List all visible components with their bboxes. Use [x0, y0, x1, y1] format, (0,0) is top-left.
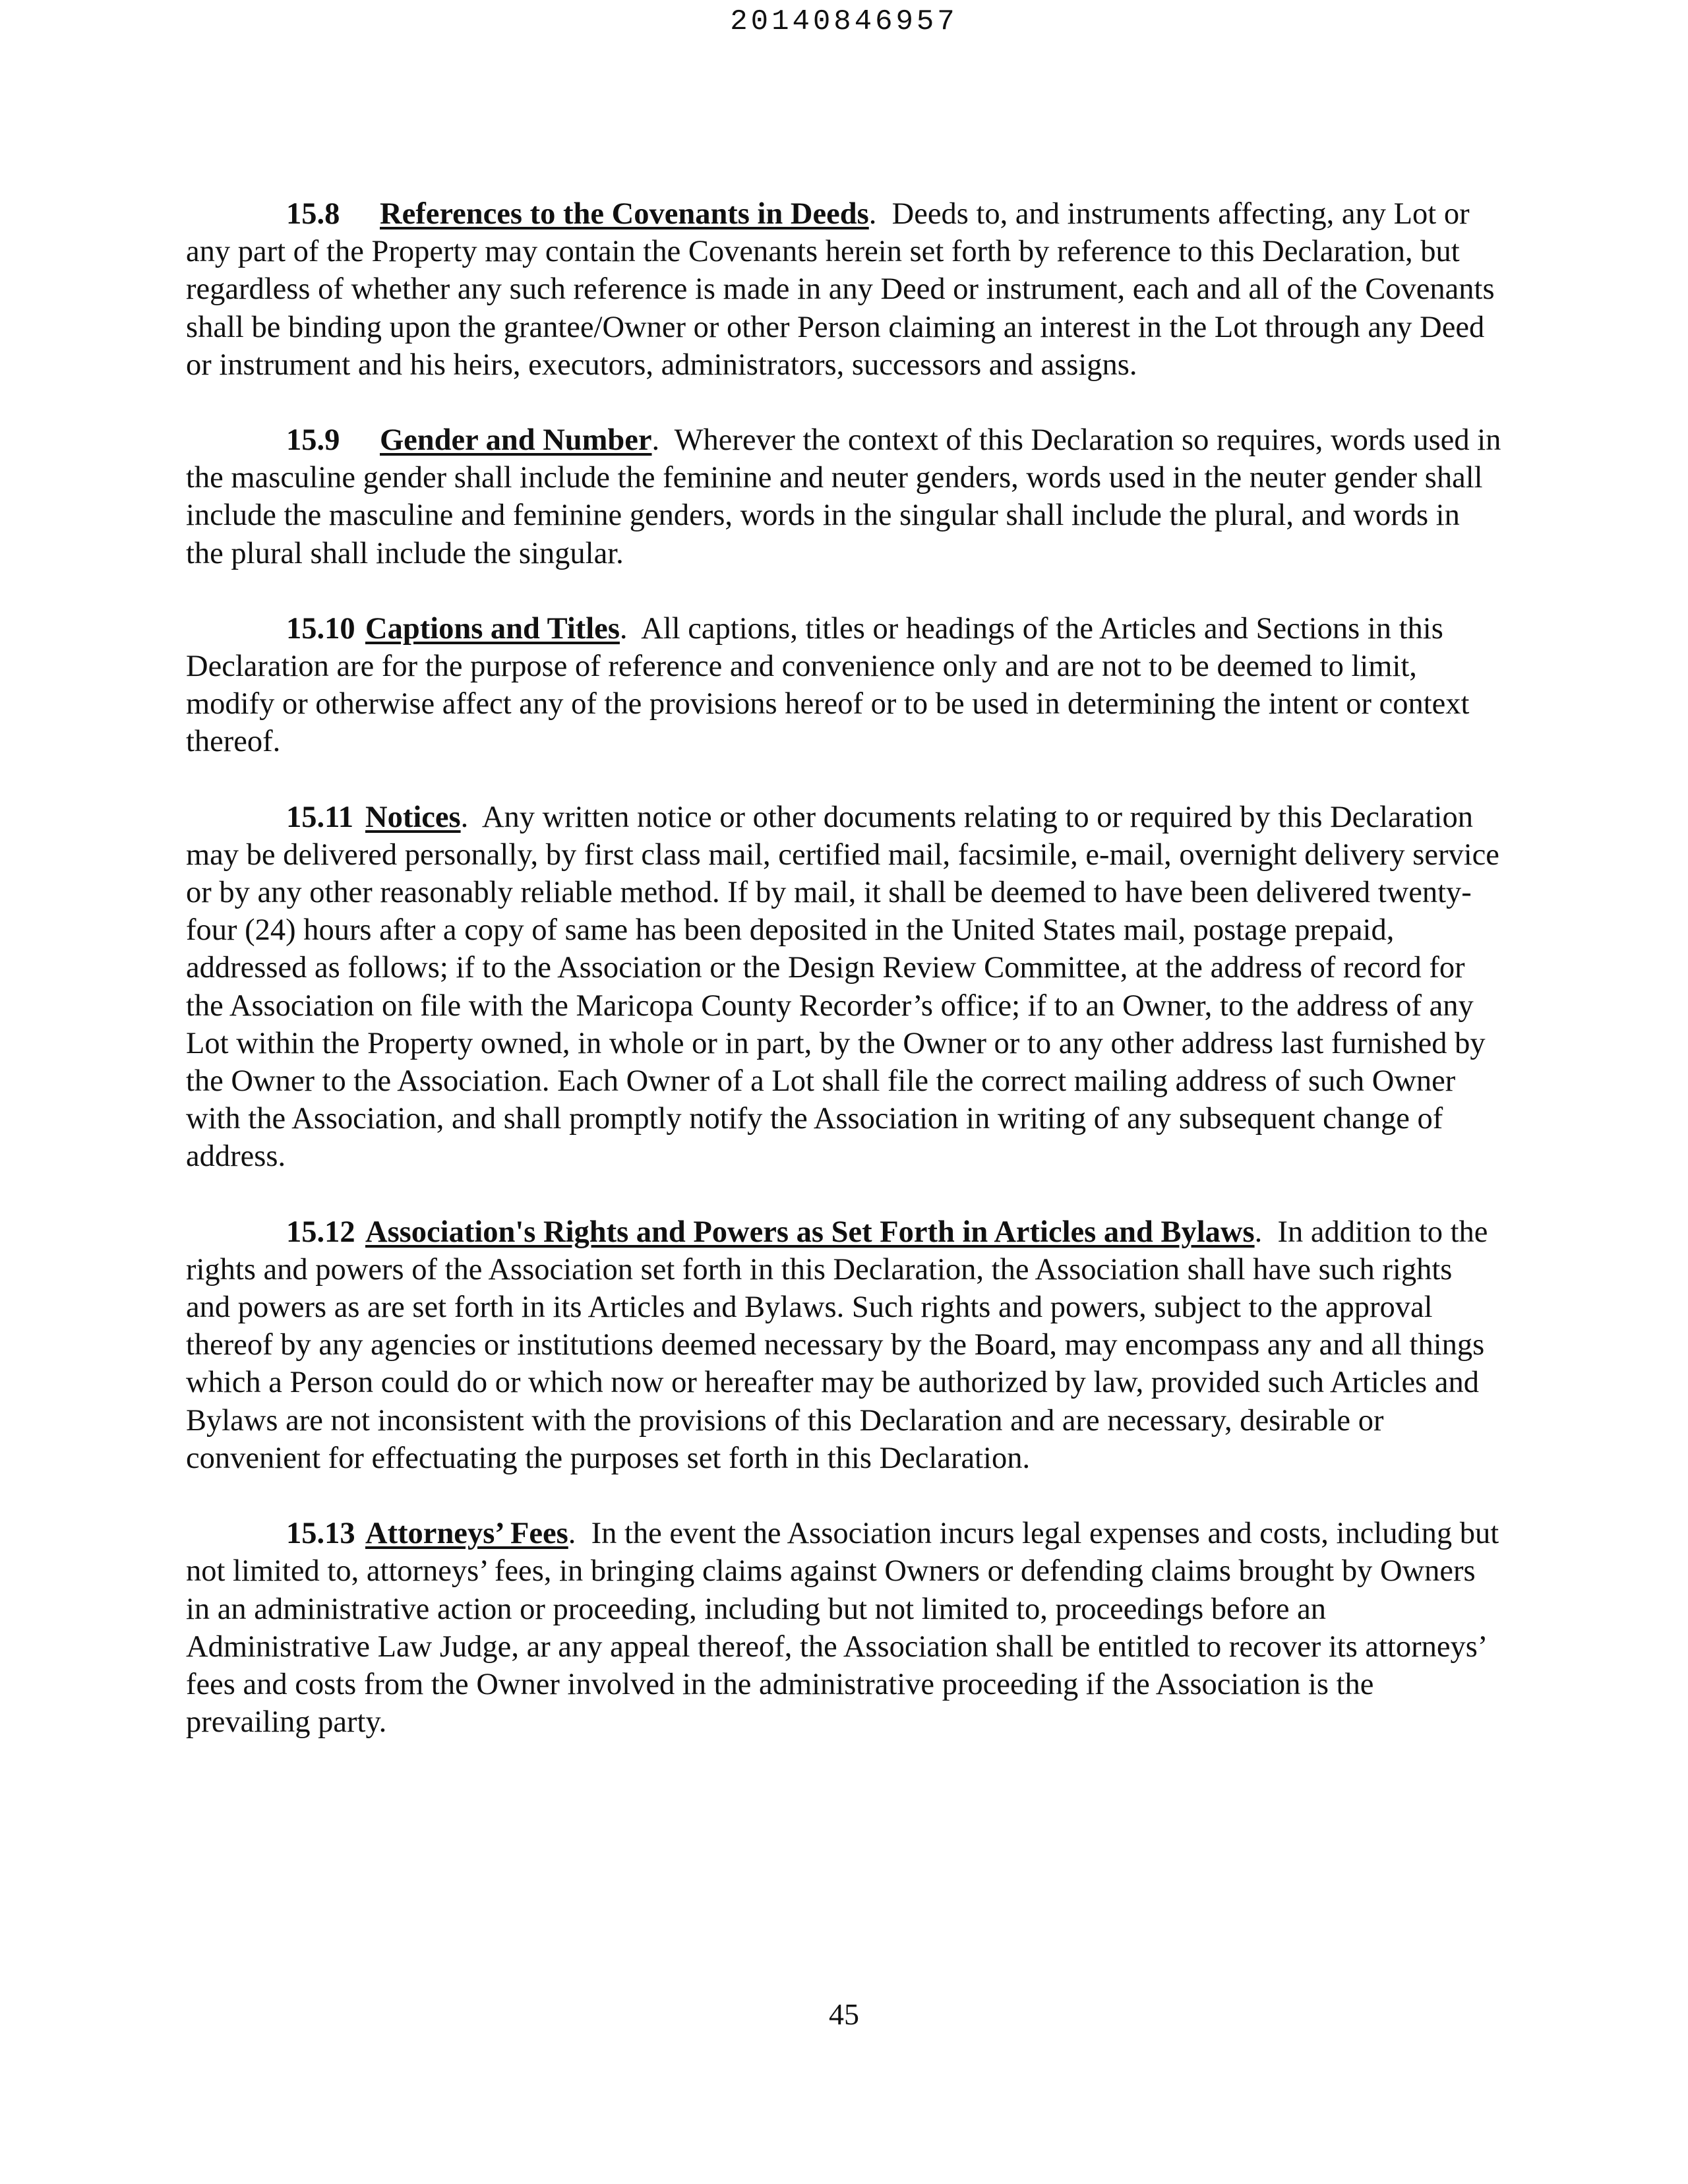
section-number: 15.10	[286, 611, 355, 646]
section-title: Notices	[365, 800, 461, 834]
section-15-12: 15.12 Association's Rights and Powers as Set Forth in Articles and Bylaws. In addition to the rights and powers of the Association set forth in this Declaration, the Association shall have such rights and powers as are set forth in its Articles and Bylaws. Such rights and powers, subject to the approval thereof by any agencies or institutions deemed necessary by the Board, may encompass any and all things which a Person could do or which now or hereafter may be authorized by law, provided such Articles and Bylaws are not inconsistent with the provisions of this Declaration and are necessary, desirable or convenient for effectuating the purposes set forth in this Declaration.	[186, 1213, 1502, 1477]
section-number: 15.13	[286, 1517, 355, 1551]
section-number: 15.9	[286, 423, 340, 458]
document-number: 20140846957	[730, 5, 958, 38]
section-number: 15.8	[286, 197, 340, 231]
page-number: 45	[829, 1997, 859, 2031]
section-15-10: 15.10 Captions and Titles. All captions, titles or headings of the Articles and Sections in this Declaration are for the purpose of reference and convenience only and are not to be deemed to limit, modify or otherwise affect any of the provisions hereof or to be used in determining the intent or context thereof.	[186, 610, 1502, 761]
section-title: Attorneys’ Fees	[365, 1517, 568, 1551]
section-text: Any written notice or other documents relating to or required by this Declaration may be delivered personally, by first class mail, certified mail, facsimile, e-mail, overnight delivery service or by any other reasonably reliable method. If by mail, it shall be deemed to have been delivered twenty-four (24) hours after a copy of same has been deposited in the United States mail, postage prepaid, addressed as follows; if to the Association or the Design Review Committee, at the address of record for the Association on file with the Maricopa County Recorder’s office; if to an Owner, to the address of any Lot within the Property owned, in whole or in part, by the Owner or to any other address last furnished by the Owner to the Association. Each Owner of a Lot shall file the correct mailing address of such Owner with the Association, and shall promptly notify the Association in writing of any subsequent change of address.	[186, 800, 1499, 1174]
section-15-9: 15.9 Gender and Number. Wherever the context of this Declaration so requires, words used in the masculine gender shall include the feminine and neuter genders, words used in the neuter gender shall include the masculine and feminine genders, words in the singular shall include the plural, and words in the plural shall include the singular.	[186, 421, 1502, 572]
section-text: Wherever the context of this Declaration so requires, words used in the masculine gender shall include the feminine and neuter genders, words used in the neuter gender shall include the masculine and feminine genders, words in the singular shall include the plural, and words in the plural shall include the singular.	[186, 423, 1501, 570]
section-title: References to the Covenants in Deeds	[380, 197, 869, 231]
section-text: Deeds to, and instruments affecting, any Lot or any part of the Property may contain the Covenants herein set forth by reference to this Declaration, but regardless of whether any such reference is made in any Deed or instrument, each and all of the Covenants shall be binding upon the grantee/Owner or other Person claiming an interest in the Lot through any Deed or instrument and his heirs, executors, administrators, successors and assigns.	[186, 197, 1495, 382]
section-15-11: 15.11 Notices. Any written notice or other documents relating to or required by this Declaration may be delivered personally, by first class mail, certified mail, facsimile, e-mail, overnight delivery service or by any other reasonably reliable method. If by mail, it shall be deemed to have been delivered twenty-four (24) hours after a copy of same has been deposited in the United States mail, postage prepaid, addressed as follows; if to the Association or the Design Review Committee, at the address of record for the Association on file with the Maricopa County Recorder’s office; if to an Owner, to the address of any Lot within the Property owned, in whole or in part, by the Owner or to any other address last furnished by the Owner to the Association. Each Owner of a Lot shall file the correct mailing address of such Owner with the Association, and shall promptly notify the Association in writing of any subsequent change of address.	[186, 799, 1502, 1176]
section-15-13: 15.13 Attorneys’ Fees. In the event the Association incurs legal expenses and costs, including but not limited to, attorneys’ fees, in bringing claims against Owners or defending claims brought by Owners in an administrative action or proceeding, including but not limited to, proceedings before an Administrative Law Judge, ar any appeal thereof, the Association shall be entitled to recover its attorneys’ fees and costs from the Owner involved in the administrative proceeding if the Association is the prevailing party.	[186, 1515, 1502, 1741]
document-body	[186, 195, 1502, 1778]
section-title: Association's Rights and Powers as Set Forth in Articles and Bylaws	[365, 1215, 1255, 1249]
section-text: In addition to the rights and powers of the Association set forth in this Declaration, the Association shall have such rights and powers as are set forth in its Articles and Bylaws. Such rights and powers, subject to the approval thereof by any agencies or institutions deemed necessary by the Board, may encompass any and all things which a Person could do or which now or hereafter may be authorized by law, provided such Articles and Bylaws are not inconsistent with the provisions of this Declaration and are necessary, desirable or convenient for effectuating the purposes set forth in this Declaration.	[186, 1215, 1488, 1475]
section-number: 15.11	[286, 800, 354, 834]
section-title: Captions and Titles	[365, 611, 620, 646]
section-text: All captions, titles or headings of the Articles and Sections in this Declaration are for the purpose of reference and convenience only and are not to be deemed to limit, modify or otherwise affect any of the provisions hereof or to be used in determining the intent or context thereof.	[186, 611, 1470, 759]
section-text: In the event the Association incurs legal expenses and costs, including but not limited to, attorneys’ fees, in bringing claims against Owners or defending claims brought by Owners in an administrative action or proceeding, including but not limited to, proceedings before an Administrative Law Judge, ar any appeal thereof, the Association shall be entitled to recover its attorneys’ fees and costs from the Owner involved in the administrative proceeding if the Association is the prevailing party.	[186, 1517, 1499, 1740]
section-title: Gender and Number	[380, 423, 652, 458]
section-number: 15.12	[286, 1215, 355, 1249]
section-15-8: 15.8 References to the Covenants in Deeds. Deeds to, and instruments affecting, any Lot or any part of the Property may contain the Covenants herein set forth by reference to this Declaration, but regardless of whether any such reference is made in any Deed or instrument, each and all of the Covenants shall be binding upon the grantee/Owner or other Person claiming an interest in the Lot through any Deed or instrument and his heirs, executors, administrators, successors and assigns.	[186, 195, 1502, 384]
